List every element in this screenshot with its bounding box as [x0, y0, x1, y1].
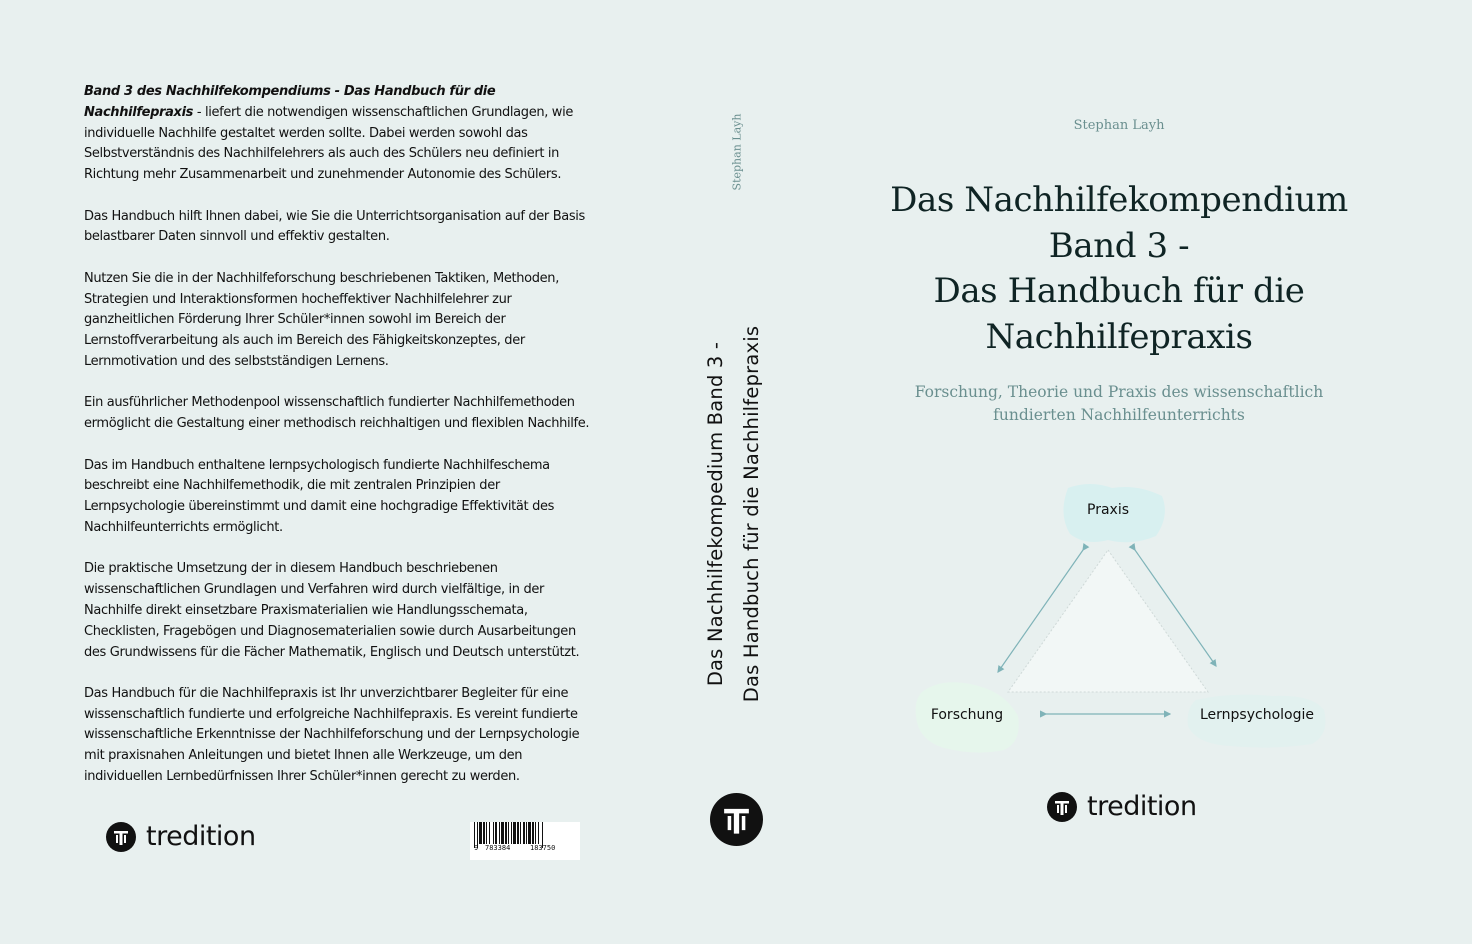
back-paragraph: Das Handbuch für die Nachhilfepraxis ist Ihr unverzichtbarer Begleiter für eine wissenschaftlich fundierte und erfolgreiche Nachhilfepraxis. Es vereint fundierte wissenschaftliche Erkenntnisse der Nachhilfeforschung und der Lernpsychologie mit praxisnahen Anleitungen und bietet Ihnen alle Werkzeuge, um den individuellen Lernbedürfnissen Ihrer Schüler*innen gerecht zu werden.: [84, 685, 580, 785]
back-paragraph: Nutzen Sie die in der Nachhilfeforschung beschriebenen Taktiken, Methoden, Strategien und Interaktionsformen hocheffektiver Nachhilfelehrer zur ganzheitlichen Förderung Ihrer Schüler*innen sowohl im Bereich der Lernstoffverarbeitung als auch im Bereich des Fähigkeitskonzeptes, der Lernmotivation und des selbstständigen Lernens.: [84, 270, 559, 369]
back-paragraph: Das Handbuch hilft Ihnen dabei, wie Sie die Unterrichtsorganisation auf der Basis belastbarer Daten sinnvoll und effektiv gestalten.: [84, 208, 585, 245]
front-subtitle: [859, 381, 1379, 427]
front-title-line: Nachhilfepraxis: [985, 316, 1253, 357]
tredition-logo-icon: [1047, 792, 1077, 822]
barcode-digit-prefix: 9: [474, 844, 479, 852]
diagram-label-forschung: Forschung: [930, 707, 1004, 723]
diagram-label-praxis: Praxis: [1087, 502, 1129, 518]
front-title-line: Das Nachhilfekompendium: [890, 180, 1348, 220]
front-title-line: Band 3 -: [1048, 225, 1190, 266]
spine-publisher-logo: [710, 793, 763, 846]
back-cover-text: [84, 82, 596, 808]
spine-title-line: Das Nachhilfekompedium Band 3 -: [704, 341, 727, 687]
spine-title: [698, 326, 770, 702]
spine-author: Stephan Layh: [730, 113, 744, 191]
barcode-digit-group2: 183750: [530, 844, 556, 852]
publisher-name: tredition: [146, 821, 256, 852]
triangle-diagram: [900, 478, 1340, 768]
tredition-logo-icon: [106, 822, 136, 852]
back-publisher-logo: [106, 821, 256, 852]
barcode-digits: [470, 844, 580, 856]
back-lead-paragraph: [84, 82, 596, 186]
barcode-digit-group1: 783384: [485, 844, 511, 852]
center-triangle: [1008, 550, 1208, 692]
publisher-name: tredition: [1087, 791, 1197, 822]
back-paragraph: Die praktische Umsetzung der in diesem Handbuch beschriebenen wissenschaftlichen Grundlagen und Verfahren wird durch vielfältige, in der Nachhilfe direkt einsetzbare Praxismaterialien wie Handlungsschemata, Checklisten, Fragebögen und Diagnosematerialien sowie durch Ausarbeitungen des Grundwissens für die Fächer Mathematik, Englisch und Deutsch unterstützt.: [84, 561, 580, 660]
back-lead-rest: - liefert die notwendigen wissenschaftlichen Grundlagen, wie individuelle Nachhilfe gestaltet werden sollte. Dabei werden sowohl das Selbstverständnis des Nachhilfelehrers als auch des Schülers neu definiert in Richtung mehr Zusammenarbeit und zunehmender Autonomie des Schülers.: [84, 104, 573, 183]
diagram-graphic: [900, 478, 1340, 768]
front-publisher-logo: [1047, 791, 1197, 822]
back-paragraph: Ein ausführlicher Methodenpool wissenschaftlich fundierter Nachhilfemethoden ermöglicht die Gestaltung einer methodisch reichhaltigen und flexiblen Nachhilfe.: [84, 395, 590, 432]
front-author: Stephan Layh: [1073, 118, 1165, 133]
front-title-line: Das Handbuch für die: [933, 271, 1305, 311]
front-subtitle-line: fundierten Nachhilfeunterrichts: [993, 406, 1245, 424]
front-title: [839, 178, 1399, 360]
front-subtitle-line: Forschung, Theorie und Praxis des wissenschaftlich: [914, 383, 1324, 401]
diagram-label-lernpsychologie: Lernpsychologie: [1200, 707, 1314, 723]
spine-title-line: Das Handbuch für die Nachhilfepraxis: [740, 325, 763, 703]
back-lead-bold: Band 3 des Nachhilfekompendiums - Das Handbuch für die Nachhilfepraxis: [84, 84, 496, 120]
back-paragraph: Das im Handbuch enthaltene lernpsychologisch fundierte Nachhilfeschema beschreibt eine Nachhilfemethodik, die mit zentralen Prinzipien der Lernpsychologie übereinstimmt und damit eine hochgradige Effektivität des Nachhilfeunterrichts ermöglicht.: [84, 457, 555, 535]
tredition-logo-icon: [710, 793, 763, 846]
isbn-barcode: [470, 822, 580, 860]
